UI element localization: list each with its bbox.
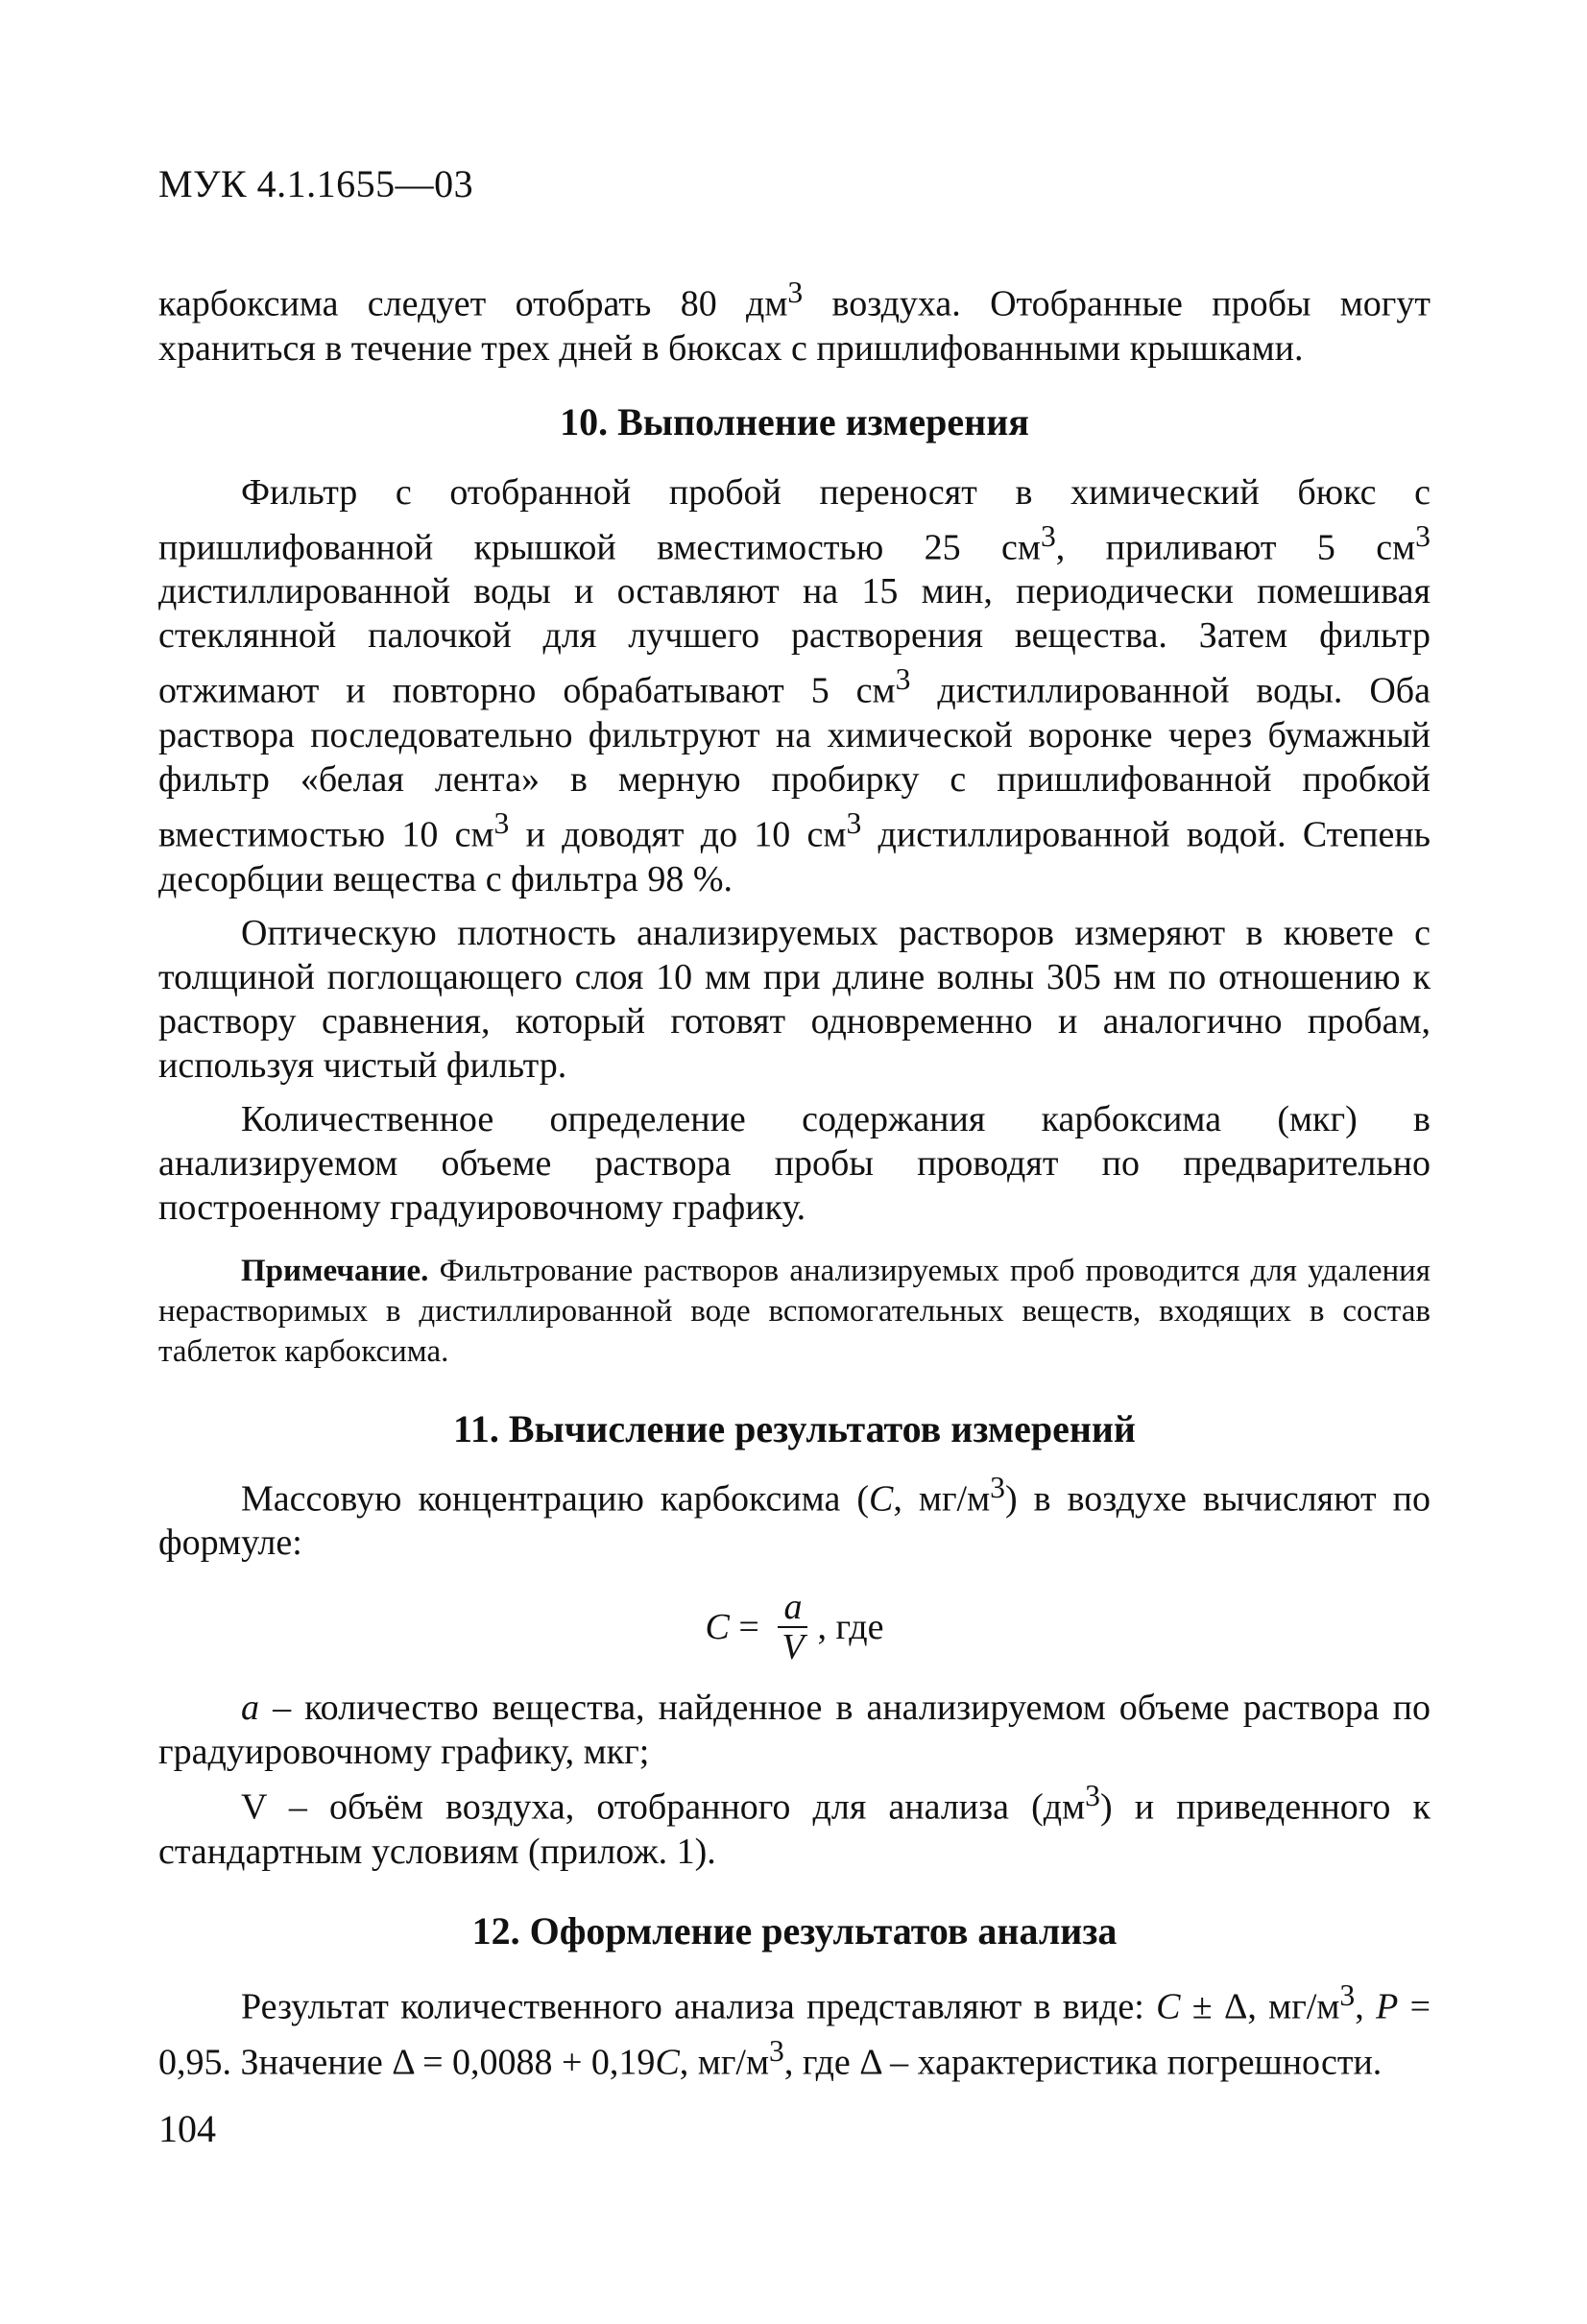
formula-suffix: , где bbox=[817, 1607, 884, 1648]
page-content bbox=[158, 271, 1431, 2084]
page-number: 104 bbox=[158, 2107, 216, 2150]
section-10-paragraph-1: Фильтр с отобранной пробой переносят в химический бюкс с пришлифованной крышкой вместимостью 25 $см^3$, приливают 5 $см^3$ дистиллированной воды и оставляют на 15 мин, периодически помешивая стеклянной палочкой для лучшего растворения вещества. Затем фильтр отжимают и повторно обрабатывают 5 $см^3$ дистиллированной воды. Оба раствора последовательно фильтруют на химической воронке через бумажный фильтр «белая лента» в мерную пробирку с пришлифованной пробкой вместимостью 10 $см^3$ и доводят до 10 $см^3$ дистиллированной водой. Степень десорбции вещества с фильтра 98 %. bbox=[158, 471, 1431, 899]
formula-numerator: a bbox=[778, 1588, 807, 1628]
note-label: Примечание. bbox=[241, 1253, 429, 1288]
section-11-title: 11. Вычисление результатов измерений bbox=[453, 1406, 1136, 1450]
section-12-title: 12. Оформление результатов анализа bbox=[471, 1908, 1118, 1953]
formula-equals: = bbox=[729, 1607, 769, 1648]
formula-fraction bbox=[776, 1588, 809, 1666]
definition-a: a – количество вещества, найденное в анализируемом объеме раствора по градуировочному графику, мкг; bbox=[158, 1688, 1431, 1773]
section-10-paragraph-2: Оптическую плотность анализируемых растворов измеряют в кювете с толщиной поглощающего слоя 10 мм при длине волны 305 нм по отношению к раствору сравнения, который готовят одновременно и аналогично пробам, используя чистый фильтр. bbox=[158, 912, 1431, 1086]
section-10-note: Примечание. Фильтрование растворов анализируемых проб проводится для удаления нерастворимых в дистиллированной воде вспомогательных веществ, входящих в состав таблеток карбоксима. bbox=[158, 1253, 1431, 1369]
intro-paragraph: карбоксима следует отобрать 80 $дм^3$ воздуха. Отобранные пробы могут храниться в течение трех дней в бюксах с пришлифованными крышками. bbox=[158, 276, 1431, 369]
section-10-paragraph-3: Количественное определение содержания карбоксима (мкг) в анализируемом объеме раствора пробы проводят по предварительно построенному градуировочному графику. bbox=[158, 1098, 1431, 1228]
section-12-paragraph-1: Результат количественного анализа представляют в виде: С ± Δ, $мг/м^3$, Р = 0,95. Значение Δ = 0,0088 + 0,19С, $мг/м^3$, где Δ – характеристика погрешности. bbox=[158, 1977, 1431, 2083]
section-11-paragraph-1: Массовую концентрацию карбоксима (С, $мг/м^3$) в воздухе вычисляют по формуле: bbox=[158, 1470, 1431, 1564]
document-code: МУК 4.1.1655—03 bbox=[158, 162, 474, 205]
formula-lhs: С bbox=[705, 1607, 730, 1648]
section-10-title: 10. Выполнение измерения bbox=[560, 399, 1029, 443]
concentration-formula bbox=[158, 1588, 1431, 1666]
definition-v: V – объём воздуха, отобранного для анализа $(дм^3)$ и приведенного к стандартным условиям (прилож. 1). bbox=[158, 1779, 1431, 1872]
formula-denominator: V bbox=[781, 1627, 805, 1668]
